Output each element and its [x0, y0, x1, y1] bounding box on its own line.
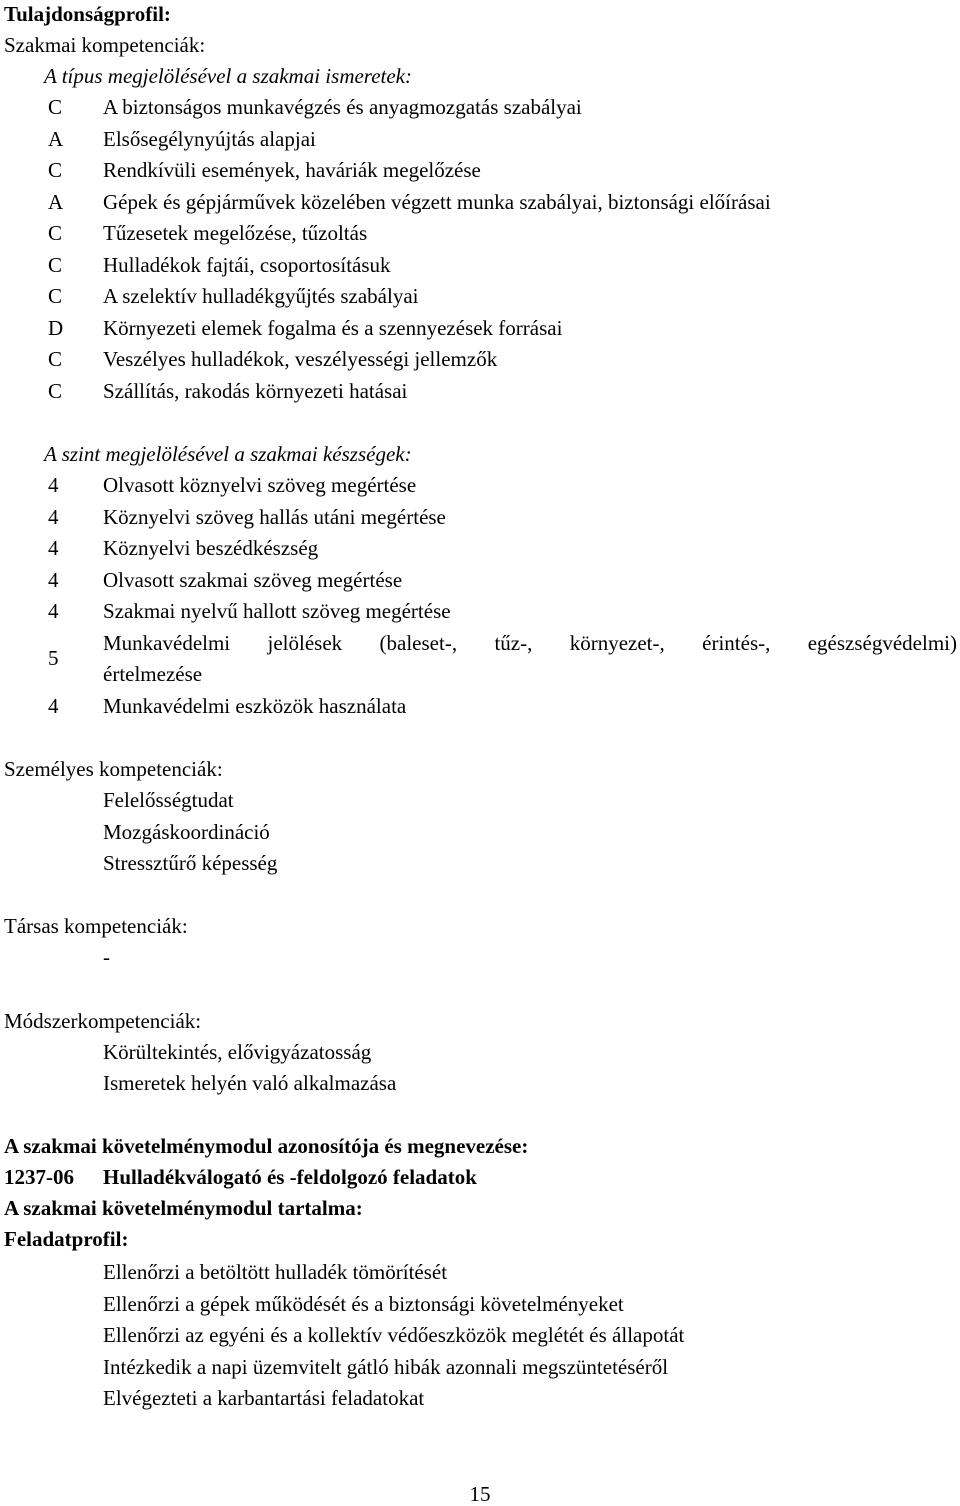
item-text: A biztonságos munkavégzés és anyagmozgatás szabályai	[103, 95, 582, 119]
level-code: 4	[48, 536, 59, 560]
level-code: 4	[48, 505, 59, 529]
list-item: Ellenőrzi az egyéni és a kollektív védőeszközök meglétét és állapotát	[103, 1323, 685, 1347]
list-item: Stressztűrő képesség	[103, 851, 278, 875]
subheading-keszsegek: A szint megjelölésével a szakmai készségek:	[44, 442, 412, 466]
item-text: Olvasott köznyelvi szöveg megértése	[103, 473, 417, 497]
item-text: Rendkívüli események, haváriák megelőzése	[103, 158, 481, 182]
level-code: 4	[48, 473, 59, 497]
item-text: Szakmai nyelvű hallott szöveg megértése	[103, 599, 451, 623]
modul-heading: A szakmai követelménymodul azonosítója és megnevezése:	[4, 1134, 529, 1158]
section-label-tarsas: Társas kompetenciák:	[4, 914, 188, 938]
level-code: 4	[48, 568, 59, 592]
level-code: 4	[48, 694, 59, 718]
level-code: 5	[48, 646, 59, 670]
level-code: C	[48, 253, 63, 277]
level-code: C	[48, 284, 63, 308]
item-text: Hulladékok fajtái, csoportosításuk	[103, 253, 391, 277]
modul-code: 1237-06	[4, 1165, 74, 1189]
item-text: Köznyelvi beszédkészség	[103, 536, 319, 560]
item-text: Munkavédelmi eszközök használata	[103, 694, 407, 718]
feladatprofil-label: Feladatprofil:	[4, 1227, 129, 1251]
list-item: Intézkedik a napi üzemvitelt gátló hibák azonnali megszüntetéséről	[103, 1355, 669, 1379]
section-label-szakmai: Szakmai kompetenciák:	[4, 33, 206, 57]
list-item: Körültekintés, elővigyázatosság	[103, 1040, 372, 1064]
subheading-ismeretek: A típus megjelölésével a szakmai ismeretek:	[44, 64, 412, 88]
item-text: Munkavédelmi jelölések (baleset-, tűz-, környezet-, érintés-, egészségvédelmi)	[103, 631, 957, 655]
section-label-szemelyes: Személyes kompetenciák:	[4, 757, 223, 781]
level-code: C	[48, 158, 63, 182]
level-code: D	[48, 316, 64, 340]
level-code: C	[48, 221, 63, 245]
level-code: A	[48, 127, 64, 151]
level-code: A	[48, 190, 64, 214]
item-text: Veszélyes hulladékok, veszélyességi jellemzők	[103, 347, 498, 371]
list-item: Ismeretek helyén való alkalmazása	[103, 1071, 397, 1095]
level-code: C	[48, 95, 63, 119]
item-text: Elsősegélynyújtás alapjai	[103, 127, 316, 151]
list-item: Ellenőrzi a betöltött hulladék tömörítését	[103, 1260, 448, 1284]
list-item: -	[103, 945, 110, 969]
item-text: Olvasott szakmai szöveg megértése	[103, 568, 403, 592]
item-text: Gépek és gépjárművek közelében végzett munka szabályai, biztonsági előírásai	[103, 190, 771, 214]
item-text: Szállítás, rakodás környezeti hatásai	[103, 379, 408, 403]
item-text: A szelektív hulladékgyűjtés szabályai	[103, 284, 419, 308]
list-item: Felelősségtudat	[103, 788, 234, 812]
item-text: Köznyelvi szöveg hallás utáni megértése	[103, 505, 446, 529]
modul-content-heading: A szakmai követelménymodul tartalma:	[4, 1196, 363, 1220]
item-text: Tűzesetek megelőzése, tűzoltás	[103, 221, 368, 245]
page-title: Tulajdonságprofil:	[4, 2, 171, 26]
item-text: Környezeti elemek fogalma és a szennyezések forrásai	[103, 316, 563, 340]
page-number: 15	[469, 1482, 491, 1506]
modul-name: Hulladékválogató és -feldolgozó feladatok	[103, 1165, 477, 1189]
level-code: C	[48, 347, 63, 371]
level-code: C	[48, 379, 63, 403]
list-item: Elvégezteti a karbantartási feladatokat	[103, 1386, 425, 1410]
level-code: 4	[48, 599, 59, 623]
item-text-continuation: értelmezése	[103, 662, 203, 686]
list-item: Ellenőrzi a gépek működését és a biztonsági követelményeket	[103, 1292, 624, 1316]
section-label-modszer: Módszerkompetenciák:	[4, 1009, 202, 1033]
list-item: Mozgáskoordináció	[103, 820, 270, 844]
